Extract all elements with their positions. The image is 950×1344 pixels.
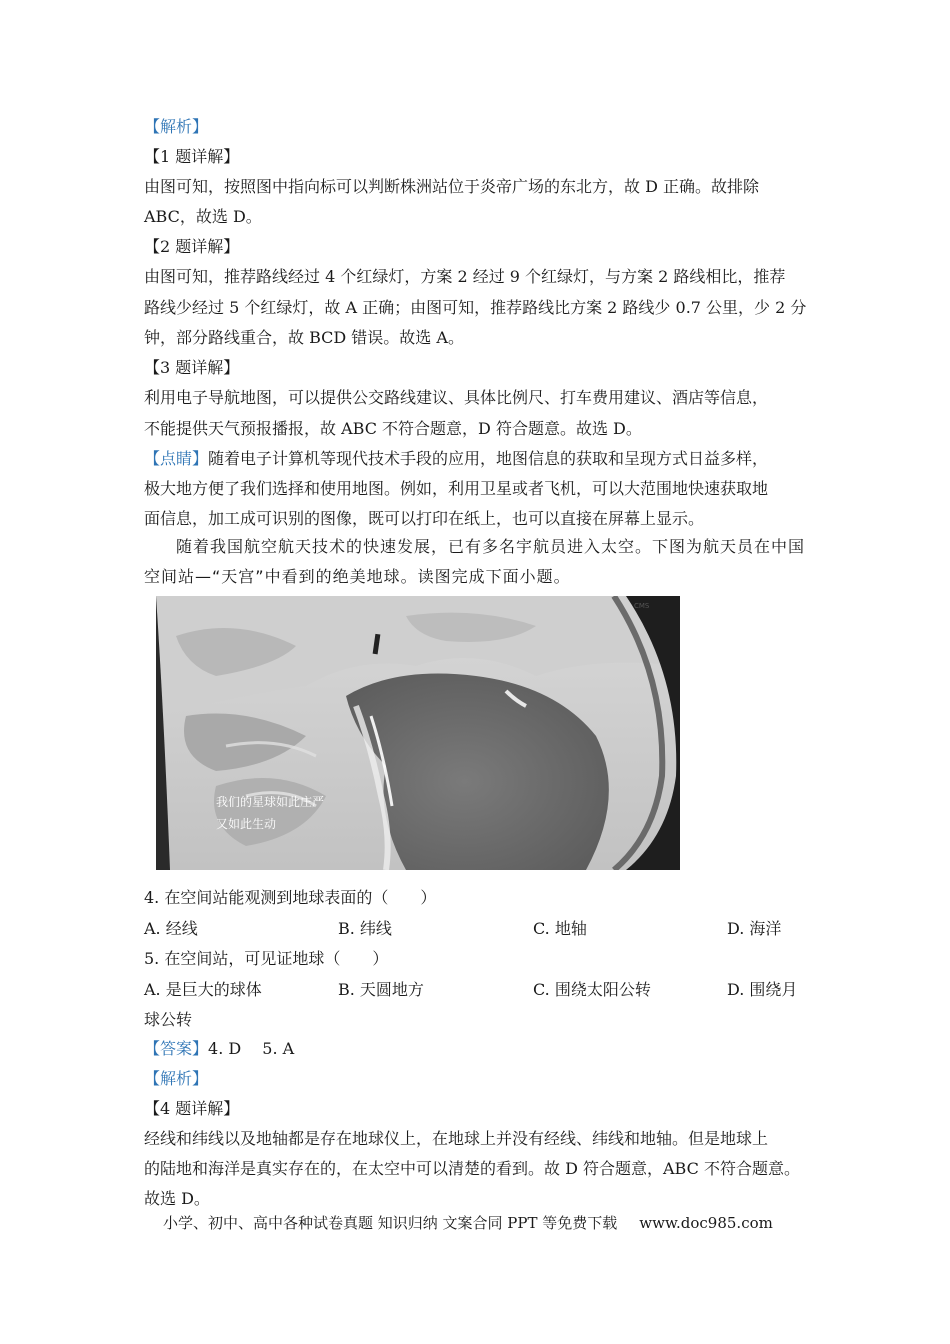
q5-option-c: C. 围绕太阳公转 [533,980,651,999]
q4-explain-text: 的陆地和海洋是真实存在的，在太空中可以清楚的看到。故 D 符合题意，ABC 不符合题意。 [144,1159,800,1178]
q2-text: 路线少经过 5 个红绿灯，故 A 正确；由图可知，推荐路线比方案 2 路线少 0.7 公里，少 2 分 [144,298,807,317]
earth-from-space-photo [156,596,680,870]
q3-text: 利用电子导航地图，可以提供公交路线建议、具体比例尺、打车费用建议、酒店等信息， [144,388,769,407]
q3-text: 不能提供天气预报播报，故 ABC 不符合题意，D 符合题意。故选 D。 [144,419,642,438]
q4-explain-text: 故选 D。 [144,1189,210,1208]
footer-text: 小学、初中、高中各种试卷真题 知识归纳 文案合同 PPT 等免费下载 [163,1214,618,1232]
q5-option-a: A. 是巨大的球体 [144,980,262,999]
q2-heading: 【2 题详解】 [144,237,240,256]
intro-text: 空间站—“天宫”中看到的绝美地球。读图完成下面小题。 [144,567,571,586]
q4-option-c: C. 地轴 [533,919,587,938]
q4-stem: 4. 在空间站能观测到地球表面的（ ） [144,888,437,907]
q5-option-b: B. 天圆地方 [338,980,424,999]
photo-caption: 我们的星球如此庄严 [216,795,325,809]
tip-text: 随着电子计算机等现代技术手段的应用，地图信息的获取和呈现方式日益多样， [208,449,769,468]
photo-logo: CMS [634,602,650,610]
tip-text: 面信息，加工成可识别的图像，既可以打印在纸上，也可以直接在屏幕上显示。 [144,509,705,528]
q4-heading: 【4 题详解】 [144,1099,240,1118]
q5-option-d-continued: 球公转 [144,1010,193,1029]
photo-caption: 又如此生动 [216,817,277,831]
q1-text: 由图可知，按照图中指向标可以判断株洲站位于炎帝广场的东北方，故 D 正确。故排除 [144,177,760,196]
q4-explain-text: 经线和纬线以及地轴都是存在地球仪上，在地球上并没有经线、纬线和地轴。但是地球上 [144,1129,769,1148]
q4-option-b: B. 纬线 [338,919,392,938]
intro-text: 随着我国航空航天技术的快速发展，已有多名宇航员进入太空。下图为航天员在中国 [176,537,806,556]
tip-text: 极大地方便了我们选择和使用地图。例如，利用卫星或者飞机，可以大范围地快速获取地 [144,479,769,498]
answer-line [144,1039,294,1059]
q1-heading: 【1 题详解】 [144,147,240,166]
q1-text: ABC，故选 D。 [144,207,262,226]
answer-tag: 【答案】 [144,1039,209,1058]
footer [163,1213,773,1233]
analysis-tag: 【解析】 [144,1069,209,1088]
q4-option-d: D. 海洋 [727,919,782,938]
q5-option-d: D. 围绕月 [727,980,798,999]
q4-option-a: A. 经线 [144,919,198,938]
q3-heading: 【3 题详解】 [144,358,240,377]
analysis-tag: 【解析】 [144,117,209,136]
q2-text: 钟，部分路线重合，故 BCD 错误。故选 A。 [144,328,464,347]
q2-text: 由图可知，推荐路线经过 4 个红绿灯，方案 2 经过 9 个红绿灯，与方案 2 路线相比，推荐 [144,267,786,286]
tip-paragraph [144,449,768,469]
q5-stem: 5. 在空间站，可见证地球（ ） [144,949,389,968]
tip-tag: 【点睛】 [144,449,209,468]
footer-url[interactable]: www.doc985.com [639,1214,773,1232]
answer-text: 4. D 5. A [208,1039,295,1058]
